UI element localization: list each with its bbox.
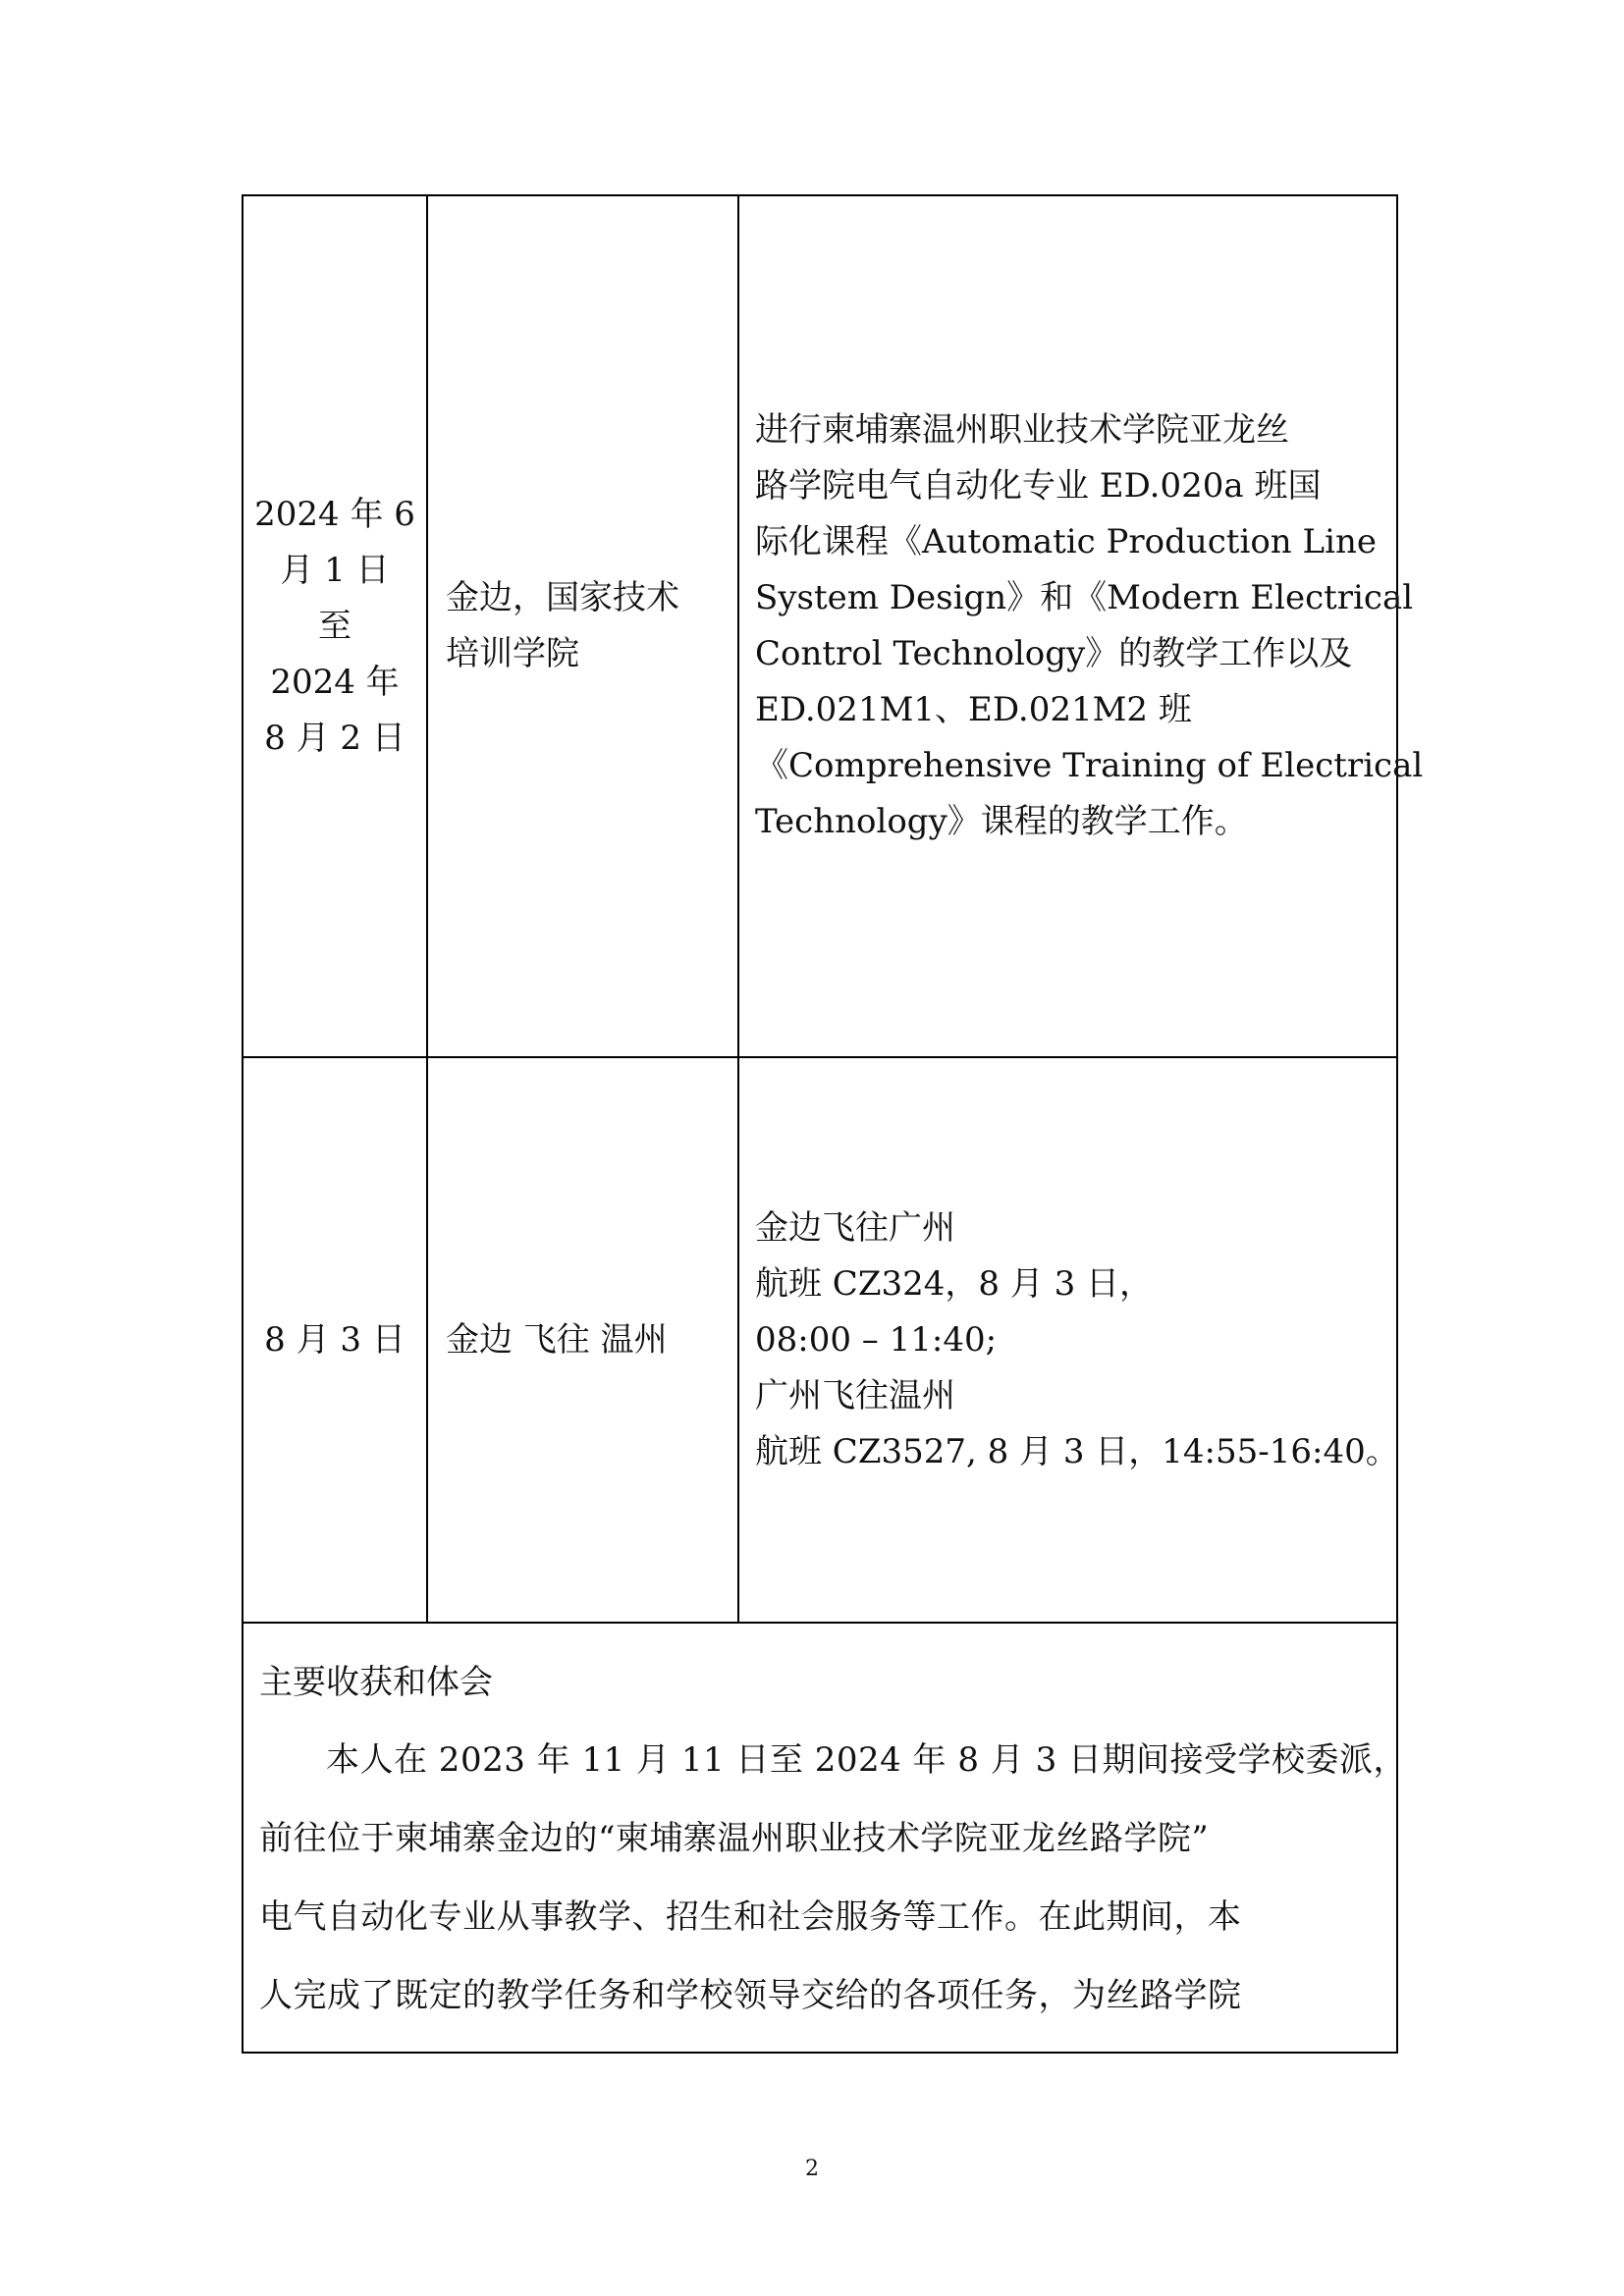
date-cell [243,195,427,1057]
date-line: 月 1 日 [280,550,390,590]
place-line: 金边 飞往 温州 [446,1319,668,1360]
content-line: 金边飞往广州 [755,1207,955,1248]
content-line: 《Comprehensive Training of Electrical [755,746,1424,785]
content-line: 进行柬埔寨温州职业技术学院亚龙丝 [755,410,1289,450]
content-line: Control Technology》的教学工作以及 [755,634,1353,673]
content-line: 航班 CZ324，8 月 3 日， [755,1263,1154,1304]
content-line: Technology》课程的教学工作。 [755,802,1248,841]
date-line: 至 [318,606,352,646]
date-cell [243,1057,427,1623]
date-line: 8 月 2 日 [264,718,406,758]
summary-heading: 主要收获和体会 [259,1663,493,1702]
summary-line: 前往位于柬埔寨金边的“柬埔寨温州职业技术学院亚龙丝路学院” [259,1819,1210,1858]
summary-line: 电气自动化专业从事教学、招生和社会服务等工作。在此期间，本 [259,1897,1242,1937]
content-line: 路学院电气自动化专业 ED.020a 班国 [755,466,1322,506]
date-line: 2024 年 6 [254,494,415,534]
place-line: 培训学院 [446,634,579,673]
content-line: 广州飞往温州 [755,1375,955,1415]
summary-line: 人完成了既定的教学任务和学校领导交给的各项任务，为丝路学院 [259,1976,1242,2015]
content-line: 08:00 – 11:40; [755,1319,998,1360]
date-line: 8 月 3 日 [264,1319,406,1360]
summary-row [243,1623,1397,2053]
summary-line: 本人在 2023 年 11 月 11 日至 2024 年 8 月 3 日期间接受学校委派， [326,1740,1408,1780]
content-line: System Design》和《Modern Electrical [755,578,1414,617]
place-cell [427,195,738,1057]
table-row [243,1057,1397,1623]
summary-cell [243,1623,1408,2053]
work-record-table [242,194,1424,2054]
content-line: 航班 CZ3527, 8 月 3 日，14:55-16:40。 [755,1431,1399,1471]
place-cell [427,1057,738,1623]
content-cell [738,1057,1397,1623]
date-line: 2024 年 [270,662,400,702]
place-line: 金边，国家技术 [446,578,679,617]
content-cell [738,195,1424,1057]
page-number: 2 [805,2157,819,2181]
summary-body [244,1721,1408,2035]
table-row [243,195,1397,1057]
content-line: 际化课程《Automatic Production Line [755,522,1377,561]
content-line: ED.021M1、ED.021M2 班 [755,690,1192,729]
